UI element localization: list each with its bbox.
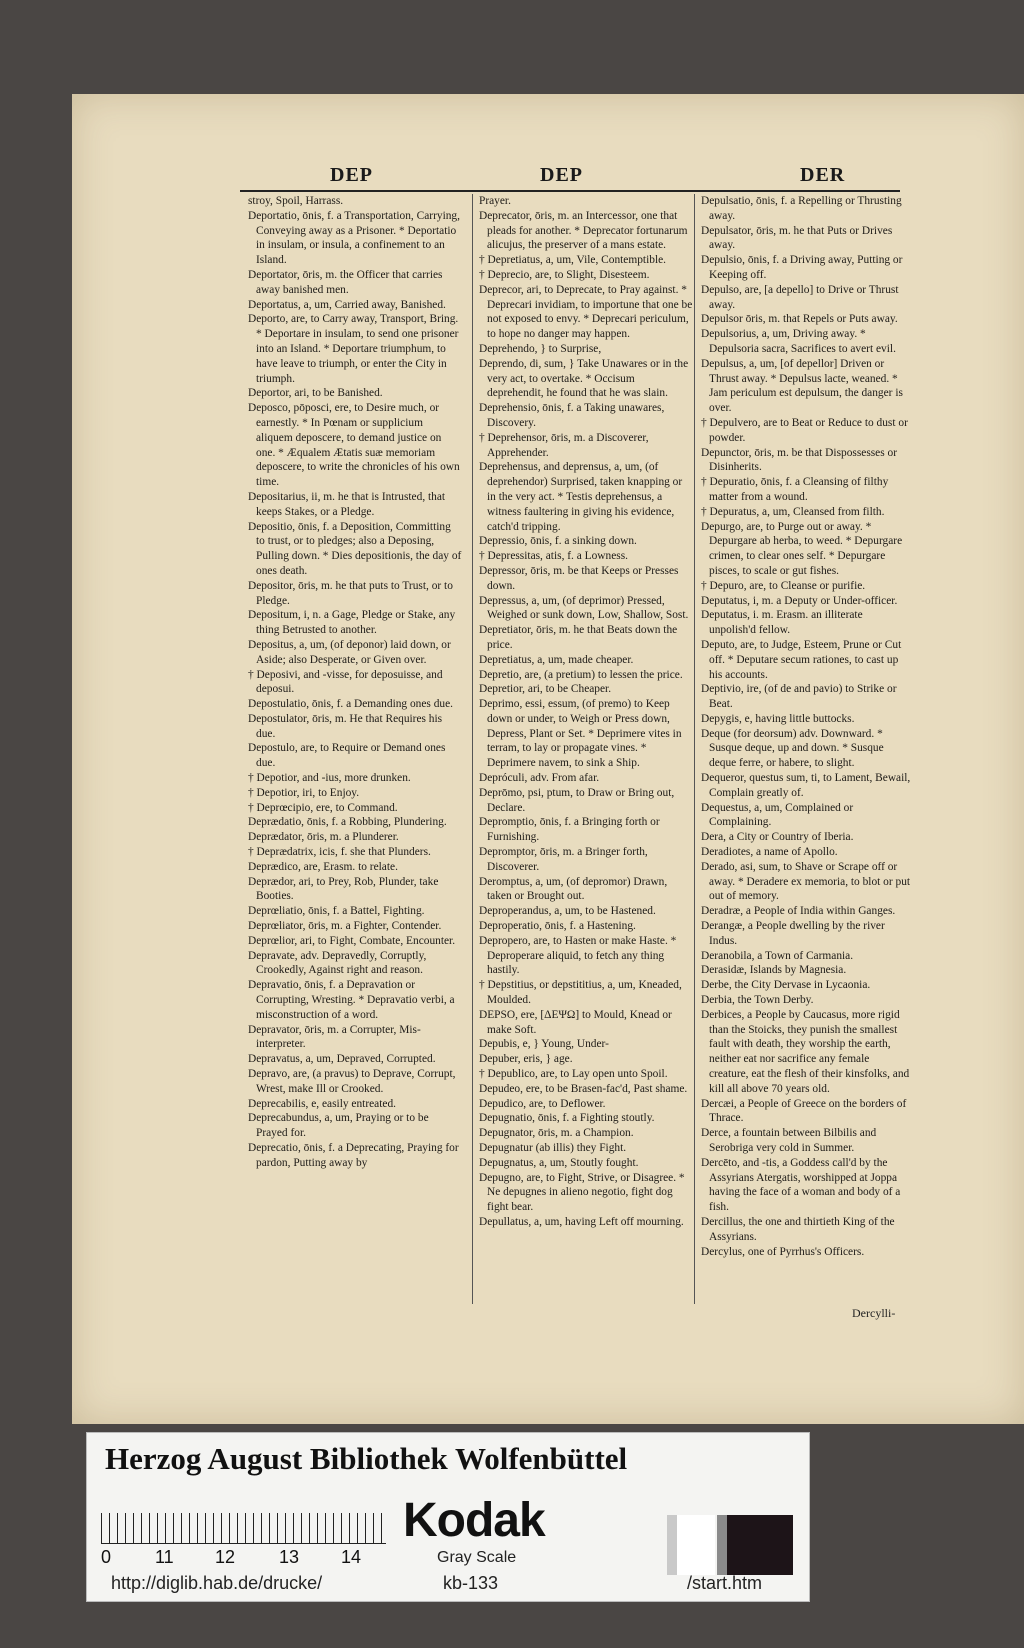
dictionary-entry: Deprendo, di, sum, } Take Unawares or in the very act, to overtake. * Occisum deprehendit, he found that he was slain.: [479, 357, 689, 400]
dictionary-entry: Dercillus, the one and thirtieth King of the Assyrians.: [701, 1215, 895, 1243]
dictionary-entry: Depressor, ōris, m. be that Keeps or Presses down.: [479, 564, 679, 592]
dictionary-entry: Depretio, are, (a pretium) to lessen the price.: [479, 668, 683, 681]
dictionary-entry: Derbia, the Town Derby.: [701, 994, 814, 1007]
dictionary-entry: DEPSO, ere, [ΔΕΨΩ] to Mould, Knead or make Soft.: [479, 1008, 672, 1036]
dictionary-entry: Deromptus, a, um, (of depromor) Drawn, taken or Brought out.: [479, 875, 668, 903]
ruler-number: 12: [215, 1547, 236, 1567]
dictionary-entry: Depulsator, ōris, m. he that Puts or Drives away.: [701, 224, 893, 252]
dictionary-entry: Depostulator, ōris, m. He that Requires his due.: [248, 712, 443, 740]
dictionary-entry: Depravate, adv. Depravedly, Corruptly, Crookedly, Against right and reason.: [248, 949, 427, 977]
dictionary-entry: Dercæi, a People of Greece on the borders of Thrace.: [701, 1097, 907, 1125]
dictionary-entry: Depurgo, are, to Purge out or away. * Depurgare ab herba, to weed. * Depurgare crimen, to clear ones self. * Depurgare pisces, to scale or gut fishes.: [701, 520, 903, 577]
dictionary-entry: † Deposivi, and -visse, for deposuisse, and deposui.: [248, 668, 443, 696]
dictionary-entry: Deprædor, ari, to Prey, Rob, Plunder, take Booties.: [248, 875, 439, 903]
digital-library-url: http://diglib.hab.de/drucke/: [111, 1573, 323, 1593]
dictionary-entry: Deputatus, i. m. Erasm. an illiterate unpolish'd fellow.: [701, 609, 863, 637]
dictionary-entry: † Depretiatus, a, um, Vile, Contemptible.: [479, 254, 667, 267]
dictionary-entry: † Deprœcipio, ere, to Command.: [248, 801, 398, 814]
dictionary-entry: Depygis, e, having little buttocks.: [701, 712, 855, 725]
dictionary-entry: Deque (for deorsum) adv. Downward. * Susque deque, up and down. * Susque deque ferre, or habere, to slight.: [701, 727, 884, 770]
dictionary-entry: † Depstitius, or depstititius, a, um, Kneaded, Moulded.: [479, 979, 682, 1007]
dictionary-entry: Derbices, a People by Caucasus, more rigid than the Stoicks, they punish the smallest fault with death, they worship the earth, neither eat nor sacrifice any female creature, eat the flesh of their kinsfolks, and kill all above 70 years old.: [701, 1008, 910, 1095]
gray-scale-label: Gray Scale: [437, 1549, 517, 1566]
dictionary-entry: Depostulo, are, to Require or Demand ones due.: [248, 742, 446, 770]
dictionary-entry: Deportator, ōris, m. the Officer that carries away banished men.: [248, 268, 443, 296]
dictionary-entry: Dequestus, a, um, Complained or Complaining.: [701, 801, 854, 829]
kodak-logo: Kodak: [403, 1494, 545, 1547]
dictionary-entry: Deprehensus, and deprensus, a, um, (of deprehendor) Surprised, taken knapping or in the very act. * Testis deprehensus, a witness faultering in giving his evidence, catch'd tripping.: [479, 461, 683, 533]
dictionary-entry: Depunctor, ōris, m. be that Dispossesses or Disinherits.: [701, 446, 898, 474]
dictionary-entry: Derangæ, a People dwelling by the river Indus.: [701, 920, 885, 947]
running-header: [240, 164, 900, 192]
ruler-number: 0: [101, 1547, 112, 1567]
dictionary-entry: Depromptor, ōris, m. a Bringer forth, Discoverer.: [479, 846, 648, 873]
headword-left: DEP: [330, 164, 373, 186]
dictionary-entry: † Depuratus, a, um, Cleansed from filth.: [701, 505, 885, 518]
dictionary-entry: Depugno, are, to Fight, Strive, or Disagree. * Ne depugnes in alieno negotio, fight dog fight bear.: [479, 1171, 685, 1214]
dictionary-entry: Depravo, are, (a pravus) to Deprave, Corrupt, Wrest, make Ill or Crooked.: [248, 1068, 456, 1095]
dictionary-entry: Deprecatio, ōnis, f. a Deprecating, Praying for pardon, Putting away by: [248, 1142, 459, 1169]
dictionary-entry: † Deprædatrix, icis, f. she that Plunders.: [248, 846, 431, 859]
dictionary-entry: Depugnatio, ōnis, f. a Fighting stoutly.: [479, 1112, 655, 1125]
dictionary-entry: Dequeror, questus sum, ti, to Lament, Bewail, Complain greatly of.: [701, 772, 911, 799]
color-target-card: [86, 1432, 810, 1602]
dictionary-entry: Depulsus, a, um, [of depellor] Driven or Thrust away. * Depulsus lacte, weaned. * Jam periculum est depulsum, the danger is over.: [701, 357, 903, 415]
dictionary-entry: † Deprecio, are, to Slight, Disesteem.: [479, 268, 650, 281]
headword-right: DER: [800, 164, 846, 186]
dictionary-entry: Depostulatio, ōnis, f. a Demanding ones due.: [248, 698, 453, 711]
dictionary-entry: Dera, a City or Country of Iberia.: [701, 831, 854, 844]
dictionary-entry: Depróculi, adv. From afar.: [479, 772, 600, 785]
dictionary-entry: Depulso, are, [a depello] to Drive or Thrust away.: [701, 283, 899, 311]
dictionary-entry: Depuber, eris, } age.: [479, 1053, 573, 1066]
dictionary-entry: Deprædico, are, Erasm. to relate.: [248, 860, 398, 873]
dictionary-entry: Depropero, are, to Hasten or make Haste. * Deproperare aliquid, to fetch any thing hastily.: [479, 934, 677, 977]
dictionary-entry: Deprehendo, } to Surprise,: [479, 342, 602, 355]
dictionary-entry: Depugnatus, a, um, Stoutly fought.: [479, 1156, 639, 1169]
dictionary-entry: Depulsio, ōnis, f. a Driving away, Putting or Keeping off.: [701, 254, 903, 281]
dictionary-entry: Prayer.: [479, 195, 511, 207]
dictionary-entry: Derasidæ, Islands by Magnesia.: [701, 964, 847, 977]
dictionary-entry: Dercēto, and -tis, a Goddess call'd by the Assyrians Atergatis, worshipped at Joppa having the face of a woman and body of a fish.: [701, 1156, 901, 1214]
library-name: Herzog August Bibliothek Wolfenbüttel: [105, 1441, 628, 1476]
dictionary-entry: Depugnatur (ab illis) they Fight.: [479, 1142, 627, 1154]
scale-ruler: [101, 1513, 386, 1544]
dictionary-entry: Deprœliatio, ōnis, f. a Battel, Fighting.: [248, 905, 425, 918]
dictionary-entry: Deprecabundus, a, um, Praying or to be Prayed for.: [248, 1112, 429, 1140]
dictionary-column-3: [694, 194, 911, 1304]
start-url: /start.htm: [687, 1573, 763, 1593]
dictionary-entry: † Depulvero, are to Beat or Reduce to dust or powder.: [701, 416, 908, 444]
dictionary-entry: Depositor, ōris, m. he that puts to Trust, or to Pledge.: [248, 579, 453, 607]
dictionary-entry: † Depotior, iri, to Enjoy.: [248, 786, 360, 799]
dictionary-entry: Depositum, i, n. a Gage, Pledge or Stake, any thing Betrusted to another.: [248, 609, 456, 637]
dictionary-entry: Depositio, ōnis, f. a Deposition, Committing to trust, or to pledges; also a Deposing, Pulling down. * Dies depositionis, the day of ones death.: [248, 520, 462, 577]
dictionary-entry: Depravatio, ōnis, f. a Depravation or Corrupting, Wresting. * Depravatio verbi, a misconstruction of a word.: [248, 979, 455, 1021]
ruler-number: 13: [279, 1547, 300, 1567]
dictionary-entry: Deportor, ari, to be Banished.: [248, 387, 383, 400]
dictionary-entry: † Depublico, are, to Lay open unto Spoil.: [479, 1068, 668, 1081]
dictionary-entry: Deradræ, a People of India within Ganges.: [701, 905, 896, 918]
ruler-number: 11: [155, 1547, 174, 1567]
dictionary-entry: Derado, asi, sum, to Shave or Scrape off or away. * Deradere ex memoria, to blot or put out of memory.: [701, 860, 911, 903]
dictionary-entry: Deproperatio, ōnis, f. a Hastening.: [479, 920, 636, 933]
dictionary-entry: Depositus, a, um, (of deponor) laid down, or Aside; also Desperate, or Given over.: [248, 638, 451, 666]
book-page: [72, 94, 1024, 1424]
dictionary-entry: Depravator, ōris, m. a Corrupter, Mis-interpreter.: [248, 1023, 421, 1051]
gray-patch: [667, 1515, 677, 1575]
dictionary-entry: Deprœliator, ōris, m. a Fighter, Contender.: [248, 920, 442, 933]
dictionary-entry: Depretiator, ōris, m. he that Beats down the price.: [479, 624, 678, 651]
dictionary-entry: Depravatus, a, um, Depraved, Corrupted.: [248, 1053, 436, 1066]
dictionary-entry: Deportatio, ōnis, f. a Transportation, Carrying, Conveying away as a Prisoner. * Deportatio in insulam, or insula, a confinement to an Island.: [248, 209, 460, 267]
dictionary-entry: Deproperandus, a, um, to be Hastened.: [479, 905, 656, 918]
dictionary-entry: Deprōmo, psi, ptum, to Draw or Bring out, Declare.: [479, 786, 675, 814]
dictionary-entry: Deputatus, i, m. a Deputy or Under-officer.: [701, 594, 898, 607]
dictionary-entry: Deputo, are, to Judge, Esteem, Prune or Cut off. * Deputare secum rationes, to cast up his accounts.: [701, 638, 902, 681]
dictionary-column-1: [248, 194, 462, 1304]
dictionary-entry: Depullatus, a, um, having Left off mourning.: [479, 1215, 684, 1228]
dictionary-entry: † Depotior, and -ius, more drunken.: [248, 772, 411, 785]
dictionary-entry: † Deprehensor, ōris, m. a Discoverer, Apprehender.: [479, 431, 649, 459]
dictionary-entry: Depretior, ari, to be Cheaper.: [479, 683, 612, 696]
dictionary-entry: Depositarius, ii, m. he that is Intrusted, that keeps Stakes, or a Pledge.: [248, 490, 446, 518]
dictionary-entry: stroy, Spoil, Harrass.: [248, 195, 344, 207]
dictionary-entry: Depressio, ōnis, f. a sinking down.: [479, 535, 637, 548]
dictionary-entry: † Depressitas, atis, f. a Lowness.: [479, 550, 628, 563]
dictionary-entry: Derce, a fountain between Bilbilis and Serobriga very cold in Summer.: [701, 1127, 877, 1154]
dictionary-entry: Dercylus, one of Pyrrhus's Officers.: [701, 1245, 865, 1258]
dictionary-entry: Deprædator, ōris, m. a Plunderer.: [248, 831, 399, 844]
dictionary-entry: Deprædatio, ōnis, f. a Robbing, Plundering.: [248, 816, 447, 829]
dictionary-column-2: [472, 194, 693, 1304]
gray-patch: [727, 1515, 793, 1575]
dictionary-entry: Derbe, the City Dervase in Lycaonia.: [701, 979, 871, 992]
dictionary-entry: Depressus, a, um, (of deprimor) Pressed, Weighed or sunk down, Low, Shallow, Sost.: [479, 594, 689, 622]
dictionary-entry: Depromptio, ōnis, f. a Bringing forth or Furnishing.: [479, 816, 660, 844]
dictionary-entry: Depulsorius, a, um, Driving away. * Depulsoria sacra, Sacrifices to avert evil.: [701, 328, 896, 355]
dictionary-entry: Deprecabilis, e, easily entreated.: [248, 1097, 397, 1110]
headword-center: DEP: [540, 164, 583, 186]
dictionary-entry: Deporto, are, to Carry away, Transport, Bring. * Deportare in insulam, to send one prisoner into an Island. * Deportare triumphum, to have leave to triumph, or enter the City in triumph.: [248, 313, 459, 385]
dictionary-entry: Depudico, are, to Deflower.: [479, 1097, 606, 1110]
ruler-number: 14: [341, 1547, 362, 1567]
dictionary-entry: Deptivio, ire, (of de and pavio) to Strike or Beat.: [701, 683, 897, 711]
dictionary-entry: Depugnator, ōris, m. a Champion.: [479, 1127, 634, 1140]
dictionary-entry: Deposco, pōposci, ere, to Desire much, or earnestly. * In Pœnam or supplicium aliquem deposcere, to demand justice on one. * Æqualem Ætatis suæ memoriam deposcere, to write the chronicles of his own time.: [248, 402, 460, 489]
dictionary-entry: Depulsor ōris, m. that Repels or Puts away.: [701, 313, 898, 326]
dictionary-entry: Deprimo, essi, essum, (of premo) to Keep down or under, to Weigh or Press down, Depress, Plant or Set. * Deprimere vites in terram, to lay or propagate vines. * Deprimere navem, to sink a Ship.: [479, 698, 682, 770]
dictionary-entry: Deprehensio, ōnis, f. a Taking unawares, Discovery.: [479, 402, 665, 429]
dictionary-entry: Depudeo, ere, to be Brasen-fac'd, Past shame.: [479, 1082, 688, 1095]
dictionary-entry: Depubis, e, } Young, Under-: [479, 1038, 609, 1051]
dictionary-entry: Depulsatio, ōnis, f. a Repelling or Thrusting away.: [701, 195, 902, 222]
dictionary-entry: Deprecor, ari, to Deprecate, to Pray against. * Deprecari invidiam, to importune that one be not exposed to envy. * Deprecari periculum, to hope no danger may happen.: [479, 283, 693, 341]
dictionary-entry: Depretiatus, a, um, made cheaper.: [479, 653, 634, 666]
shelfmark: kb-133: [443, 1573, 499, 1593]
dictionary-entry: † Depuro, are, to Cleanse or purifie.: [701, 579, 866, 592]
dictionary-entry: Deprecator, ōris, m. an Intercessor, one that pleads for another. * Deprecator fortunarum alicujus, the preserver of a mans estate.: [479, 209, 688, 252]
dictionary-entry: Deprœlior, ari, to Fight, Combate, Encounter.: [248, 934, 456, 947]
dictionary-entry: Deportatus, a, um, Carried away, Banished.: [248, 298, 446, 311]
dictionary-entry: Deranobila, a Town of Carmania.: [701, 949, 854, 962]
dictionary-entry: Deradiotes, a name of Apollo.: [701, 846, 838, 859]
catchword: Dercylli-: [852, 1306, 896, 1320]
dictionary-entry: † Depuratio, ōnis, f. a Cleansing of filthy matter from a wound.: [701, 476, 889, 503]
